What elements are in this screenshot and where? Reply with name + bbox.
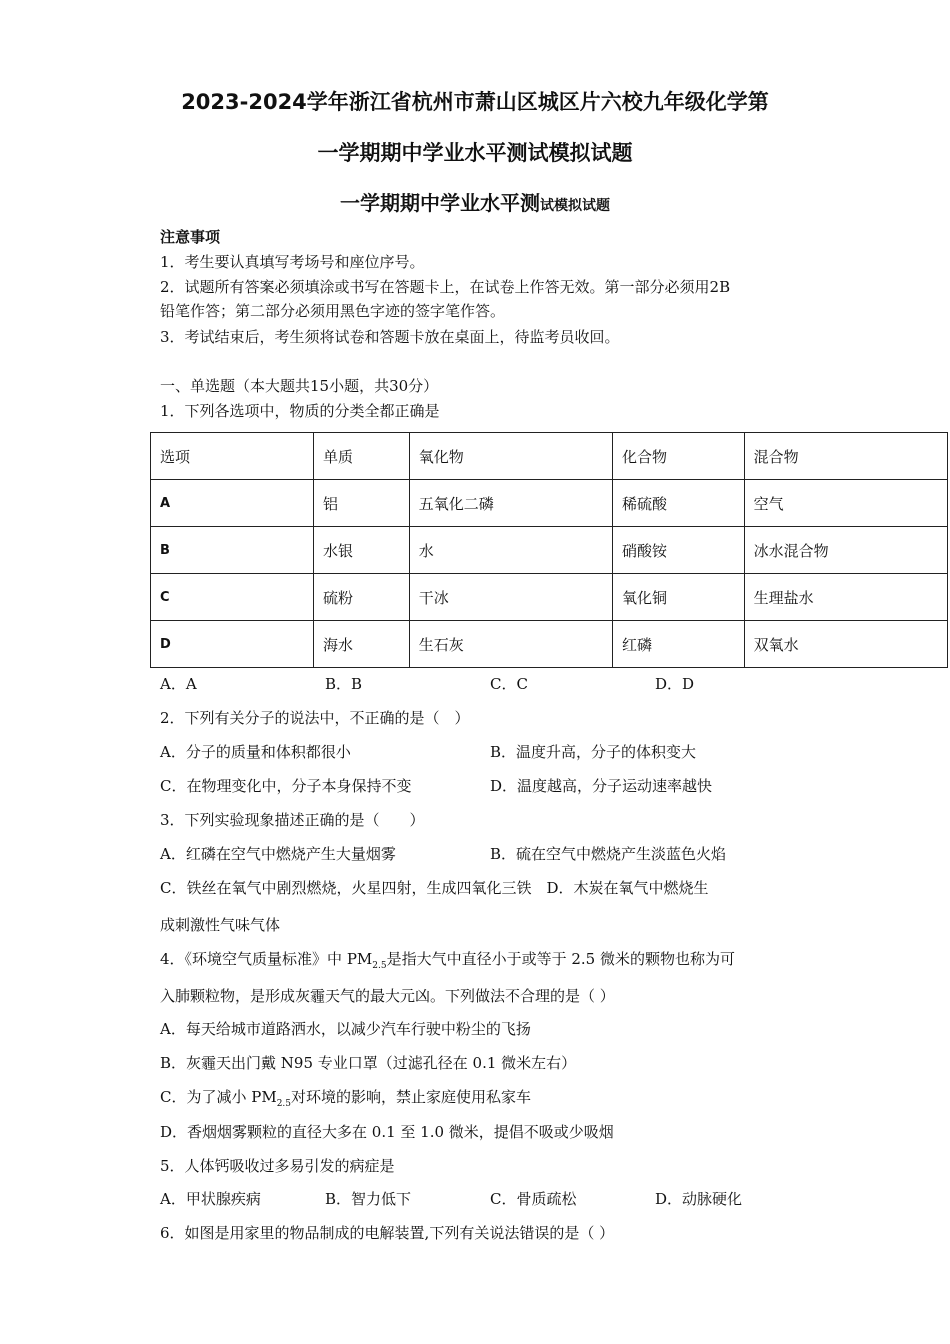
table-header-cell: 单质 <box>314 433 410 480</box>
table-header-cell: 混合物 <box>744 433 947 480</box>
table-row <box>151 621 948 668</box>
q4-option-c <box>160 1087 531 1114</box>
q2-option-a: A．分子的质量和体积都很小 <box>160 743 351 761</box>
table-cell: 水银 <box>314 527 410 574</box>
table-cell: C <box>151 574 314 621</box>
q5-option-c: C．骨质疏松 <box>490 1190 577 1208</box>
table-cell: 水 <box>409 527 612 574</box>
table-row <box>151 480 948 527</box>
q2-options-ab <box>160 742 820 762</box>
table-row <box>151 574 948 621</box>
q4-option-b: B．灰霾天出门戴 N95 专业口罩（过滤孔径在 0.1 微米左右） <box>160 1054 577 1072</box>
q4-option-a: A．每天给城市道路洒水，以减少汽车行驶中粉尘的飞扬 <box>160 1020 531 1038</box>
q3-option-b: B．硫在空气中燃烧产生淡蓝色火焰 <box>490 845 727 863</box>
table-cell: 氧化铜 <box>613 574 745 621</box>
q2-options-cd <box>160 776 820 796</box>
q5-option-d: D．动脉硬化 <box>655 1190 743 1208</box>
q4-stem-post: 是指大气中直径小于或等于 2.5 微米的颗物也称为可 <box>386 950 735 968</box>
q4-option-c-pre: C．为了减小 PM <box>160 1088 277 1106</box>
title-line-3-small: 试模拟试题 <box>540 198 610 214</box>
table-header-cell: 化合物 <box>613 433 745 480</box>
q5-option-b: B．智力低下 <box>325 1190 412 1208</box>
q1-option-d: D．D <box>655 675 695 693</box>
q4-option-c-post: 对环境的影响，禁止家庭使用私家车 <box>291 1088 532 1106</box>
table-cell: 红磷 <box>613 621 745 668</box>
q5-option-a: A．甲状腺疾病 <box>160 1190 261 1208</box>
table-cell: B <box>151 527 314 574</box>
table-cell: 硝酸铵 <box>613 527 745 574</box>
q3-option-a: A．红磷在空气中燃烧产生大量烟雾 <box>160 845 396 863</box>
q3-options-ab <box>160 844 820 864</box>
q1-option-b: B．B <box>325 675 363 693</box>
q4-stem-line-1 <box>160 949 735 976</box>
q1-option-c: C．C <box>490 675 528 693</box>
q3-stem: 3．下列实验现象描述正确的是（ ） <box>160 811 425 829</box>
notes-item-1: 1．考生要认真填写考场号和座位序号。 <box>160 253 425 271</box>
table-header-cell: 选项 <box>151 433 314 480</box>
table-cell: 生理盐水 <box>744 574 947 621</box>
table-header-cell: 氧化物 <box>409 433 612 480</box>
q2-option-d: D．温度越高，分子运动速率越快 <box>490 777 713 795</box>
table-cell: 双氧水 <box>744 621 947 668</box>
title-line-2: 一学期期中学业水平测试模拟试题 <box>317 141 633 165</box>
table-cell: 干冰 <box>409 574 612 621</box>
q6-stem: 6．如图是用家里的物品制成的电解装置,下列有关说法错误的是（ ） <box>160 1224 615 1242</box>
notes-item-2a: 2．试题所有答案必须填涂或书写在答题卡上，在试卷上作答无效。第一部分必须用2B <box>160 278 731 296</box>
q4-option-c-sub: 2.5 <box>276 1099 292 1109</box>
q2-option-c: C．在物理变化中，分子本身保持不变 <box>160 777 412 795</box>
notes-item-3: 3．考试结束后，考生须将试卷和答题卡放在桌面上，待监考员收回。 <box>160 328 620 346</box>
q1-stem: 1．下列各选项中，物质的分类全都正确是 <box>160 402 440 420</box>
q5-stem: 5．人体钙吸收过多易引发的病症是 <box>160 1157 395 1175</box>
title-line-3-main: 一学期期中学业水平测 <box>340 191 540 215</box>
table-cell: 稀硫酸 <box>613 480 745 527</box>
table-row <box>151 527 948 574</box>
q4-stem-sub: 2.5 <box>372 961 387 971</box>
q5-options <box>160 1189 820 1209</box>
q1-option-a: A．A <box>160 675 197 693</box>
q4-option-d: D．香烟烟雾颗粒的直径大多在 0.1 至 1.0 微米，提倡不吸或少吸烟 <box>160 1123 614 1141</box>
q2-stem: 2．下列有关分子的说法中，不正确的是（ ） <box>160 709 470 727</box>
q1-options <box>160 674 820 694</box>
notes-item-2b: 铅笔作答；第二部分必须用黑色字迹的签字笔作答。 <box>160 302 506 320</box>
q4-stem-line-2: 入肺颗粒物，是形成灰霾天气的最大元凶。下列做法不合理的是（ ） <box>160 987 615 1005</box>
section-heading: 一、单选题（本大题共15小题，共30分） <box>160 377 439 395</box>
q2-option-b: B．温度升高，分子的体积变大 <box>490 743 697 761</box>
table-cell: 冰水混合物 <box>744 527 947 574</box>
table-cell: 生石灰 <box>409 621 612 668</box>
title-line-1: 2023-2024学年浙江省杭州市萧山区城区片六校九年级化学第 <box>181 90 769 114</box>
table-cell: 五氧化二磷 <box>409 480 612 527</box>
table-cell: D <box>151 621 314 668</box>
table-cell: 铝 <box>314 480 410 527</box>
table-cell: 空气 <box>744 480 947 527</box>
q4-stem-pre: 4．《环境空气质量标准》中 PM <box>160 950 373 968</box>
q3-options-cd: C．铁丝在氧气中剧烈燃烧，火星四射，生成四氧化三铁 D．木炭在氧气中燃烧生 <box>160 879 709 897</box>
table-header-row <box>151 433 948 480</box>
table-cell: A <box>151 480 314 527</box>
q3-options-cd-continued: 成刺激性气味气体 <box>160 916 281 934</box>
table-cell: 海水 <box>314 621 410 668</box>
notes-heading: 注意事项 <box>160 228 221 246</box>
q1-table <box>150 432 948 668</box>
title-line-3 <box>0 187 950 216</box>
table-cell: 硫粉 <box>314 574 410 621</box>
